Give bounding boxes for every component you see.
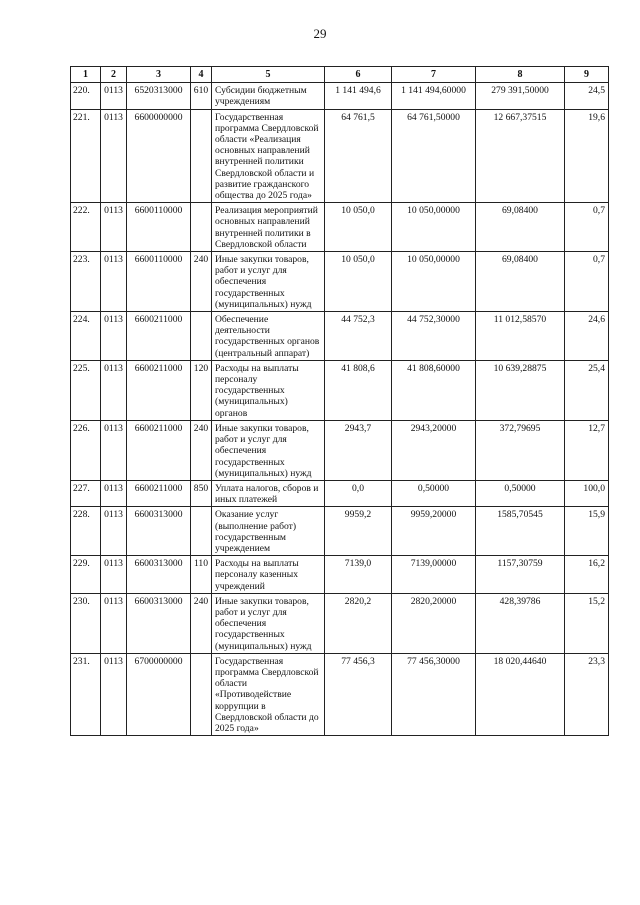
expense-type <box>191 203 212 252</box>
planned-amount: 10 050,0 <box>325 252 392 312</box>
executed-amount: 69,08400 <box>476 252 565 312</box>
row-number: 225. <box>71 360 101 420</box>
executed-amount: 1585,70545 <box>476 507 565 556</box>
table-row <box>71 420 609 480</box>
target-code: 6600211000 <box>127 312 191 361</box>
adjusted-amount: 9959,20000 <box>392 507 476 556</box>
target-code: 6520313000 <box>127 83 191 109</box>
adjusted-amount: 2820,20000 <box>392 593 476 653</box>
page-number: 29 <box>313 26 327 41</box>
target-code: 6600313000 <box>127 507 191 556</box>
row-number: 224. <box>71 312 101 361</box>
section-code: 0113 <box>101 556 127 594</box>
column-header: 3 <box>127 67 191 83</box>
execution-percent: 12,7 <box>565 420 609 480</box>
adjusted-amount: 7139,00000 <box>392 556 476 594</box>
column-header: 1 <box>71 67 101 83</box>
item-name: Государственная программа Свердловской области «Реализация основных направлений внутренней политики Свердловской области и развитие гражданского общества до 2025 года» <box>212 109 325 203</box>
executed-amount: 0,50000 <box>476 480 565 506</box>
item-name: Реализация мероприятий основных направлений внутренней политики в Свердловской области <box>212 203 325 252</box>
execution-percent: 19,6 <box>565 109 609 203</box>
target-code: 6600211000 <box>127 480 191 506</box>
row-number: 226. <box>71 420 101 480</box>
target-code: 6600313000 <box>127 556 191 594</box>
executed-amount: 1157,30759 <box>476 556 565 594</box>
table-row <box>71 203 609 252</box>
item-name: Расходы на выплаты персоналу государственных (муниципальных) органов <box>212 360 325 420</box>
adjusted-amount: 0,50000 <box>392 480 476 506</box>
budget-table <box>70 66 609 736</box>
executed-amount: 69,08400 <box>476 203 565 252</box>
adjusted-amount: 2943,20000 <box>392 420 476 480</box>
item-name: Субсидии бюджетным учреждениям <box>212 83 325 109</box>
executed-amount: 10 639,28875 <box>476 360 565 420</box>
adjusted-amount: 44 752,30000 <box>392 312 476 361</box>
item-name: Иные закупки товаров, работ и услуг для обеспечения государственных (муниципальных) нужд <box>212 593 325 653</box>
table-row <box>71 83 609 109</box>
planned-amount: 7139,0 <box>325 556 392 594</box>
column-header: 9 <box>565 67 609 83</box>
planned-amount: 9959,2 <box>325 507 392 556</box>
row-number: 223. <box>71 252 101 312</box>
expense-type: 240 <box>191 420 212 480</box>
adjusted-amount: 10 050,00000 <box>392 203 476 252</box>
execution-percent: 16,2 <box>565 556 609 594</box>
item-name: Обеспечение деятельности государственных органов (центральный аппарат) <box>212 312 325 361</box>
adjusted-amount: 77 456,30000 <box>392 653 476 735</box>
executed-amount: 279 391,50000 <box>476 83 565 109</box>
section-code: 0113 <box>101 312 127 361</box>
expense-type: 240 <box>191 593 212 653</box>
expense-type: 120 <box>191 360 212 420</box>
expense-type <box>191 312 212 361</box>
expense-type: 110 <box>191 556 212 594</box>
item-name: Оказание услуг (выполнение работ) государственным учреждением <box>212 507 325 556</box>
execution-percent: 24,6 <box>565 312 609 361</box>
column-header: 8 <box>476 67 565 83</box>
column-header: 5 <box>212 67 325 83</box>
executed-amount: 428,39786 <box>476 593 565 653</box>
table-row <box>71 109 609 203</box>
execution-percent: 0,7 <box>565 252 609 312</box>
expense-type <box>191 653 212 735</box>
section-code: 0113 <box>101 420 127 480</box>
planned-amount: 41 808,6 <box>325 360 392 420</box>
table-row <box>71 480 609 506</box>
section-code: 0113 <box>101 360 127 420</box>
target-code: 6600211000 <box>127 420 191 480</box>
table-row <box>71 252 609 312</box>
column-header: 7 <box>392 67 476 83</box>
execution-percent: 15,9 <box>565 507 609 556</box>
row-number: 231. <box>71 653 101 735</box>
section-code: 0113 <box>101 109 127 203</box>
execution-percent: 0,7 <box>565 203 609 252</box>
item-name: Иные закупки товаров, работ и услуг для обеспечения государственных (муниципальных) нужд <box>212 252 325 312</box>
target-code: 6700000000 <box>127 653 191 735</box>
planned-amount: 2820,2 <box>325 593 392 653</box>
adjusted-amount: 1 141 494,60000 <box>392 83 476 109</box>
expense-type <box>191 507 212 556</box>
item-name: Иные закупки товаров, работ и услуг для обеспечения государственных (муниципальных) нужд <box>212 420 325 480</box>
section-code: 0113 <box>101 203 127 252</box>
planned-amount: 0,0 <box>325 480 392 506</box>
expense-type: 850 <box>191 480 212 506</box>
section-code: 0113 <box>101 480 127 506</box>
planned-amount: 1 141 494,6 <box>325 83 392 109</box>
target-code: 6600211000 <box>127 360 191 420</box>
table-header-row <box>71 67 609 83</box>
planned-amount: 44 752,3 <box>325 312 392 361</box>
expense-type: 240 <box>191 252 212 312</box>
execution-percent: 24,5 <box>565 83 609 109</box>
table-row <box>71 360 609 420</box>
execution-percent: 15,2 <box>565 593 609 653</box>
column-header: 2 <box>101 67 127 83</box>
table-row <box>71 653 609 735</box>
execution-percent: 100,0 <box>565 480 609 506</box>
executed-amount: 372,79695 <box>476 420 565 480</box>
section-code: 0113 <box>101 507 127 556</box>
target-code: 6600000000 <box>127 109 191 203</box>
table-row <box>71 312 609 361</box>
section-code: 0113 <box>101 83 127 109</box>
table-row <box>71 507 609 556</box>
row-number: 228. <box>71 507 101 556</box>
adjusted-amount: 10 050,00000 <box>392 252 476 312</box>
executed-amount: 12 667,37515 <box>476 109 565 203</box>
target-code: 6600110000 <box>127 203 191 252</box>
row-number: 230. <box>71 593 101 653</box>
row-number: 222. <box>71 203 101 252</box>
executed-amount: 18 020,44640 <box>476 653 565 735</box>
executed-amount: 11 012,58570 <box>476 312 565 361</box>
adjusted-amount: 64 761,50000 <box>392 109 476 203</box>
column-header: 4 <box>191 67 212 83</box>
section-code: 0113 <box>101 593 127 653</box>
section-code: 0113 <box>101 252 127 312</box>
target-code: 6600110000 <box>127 252 191 312</box>
planned-amount: 77 456,3 <box>325 653 392 735</box>
planned-amount: 10 050,0 <box>325 203 392 252</box>
row-number: 221. <box>71 109 101 203</box>
adjusted-amount: 41 808,60000 <box>392 360 476 420</box>
row-number: 227. <box>71 480 101 506</box>
execution-percent: 25,4 <box>565 360 609 420</box>
table-row <box>71 556 609 594</box>
row-number: 220. <box>71 83 101 109</box>
row-number: 229. <box>71 556 101 594</box>
expense-type <box>191 109 212 203</box>
item-name: Расходы на выплаты персоналу казенных учреждений <box>212 556 325 594</box>
target-code: 6600313000 <box>127 593 191 653</box>
table-row <box>71 593 609 653</box>
column-header: 6 <box>325 67 392 83</box>
item-name: Уплата налогов, сборов и иных платежей <box>212 480 325 506</box>
section-code: 0113 <box>101 653 127 735</box>
planned-amount: 2943,7 <box>325 420 392 480</box>
planned-amount: 64 761,5 <box>325 109 392 203</box>
expense-type: 610 <box>191 83 212 109</box>
execution-percent: 23,3 <box>565 653 609 735</box>
item-name: Государственная программа Свердловской области «Противодействие коррупции в Свердловской области до 2025 года» <box>212 653 325 735</box>
